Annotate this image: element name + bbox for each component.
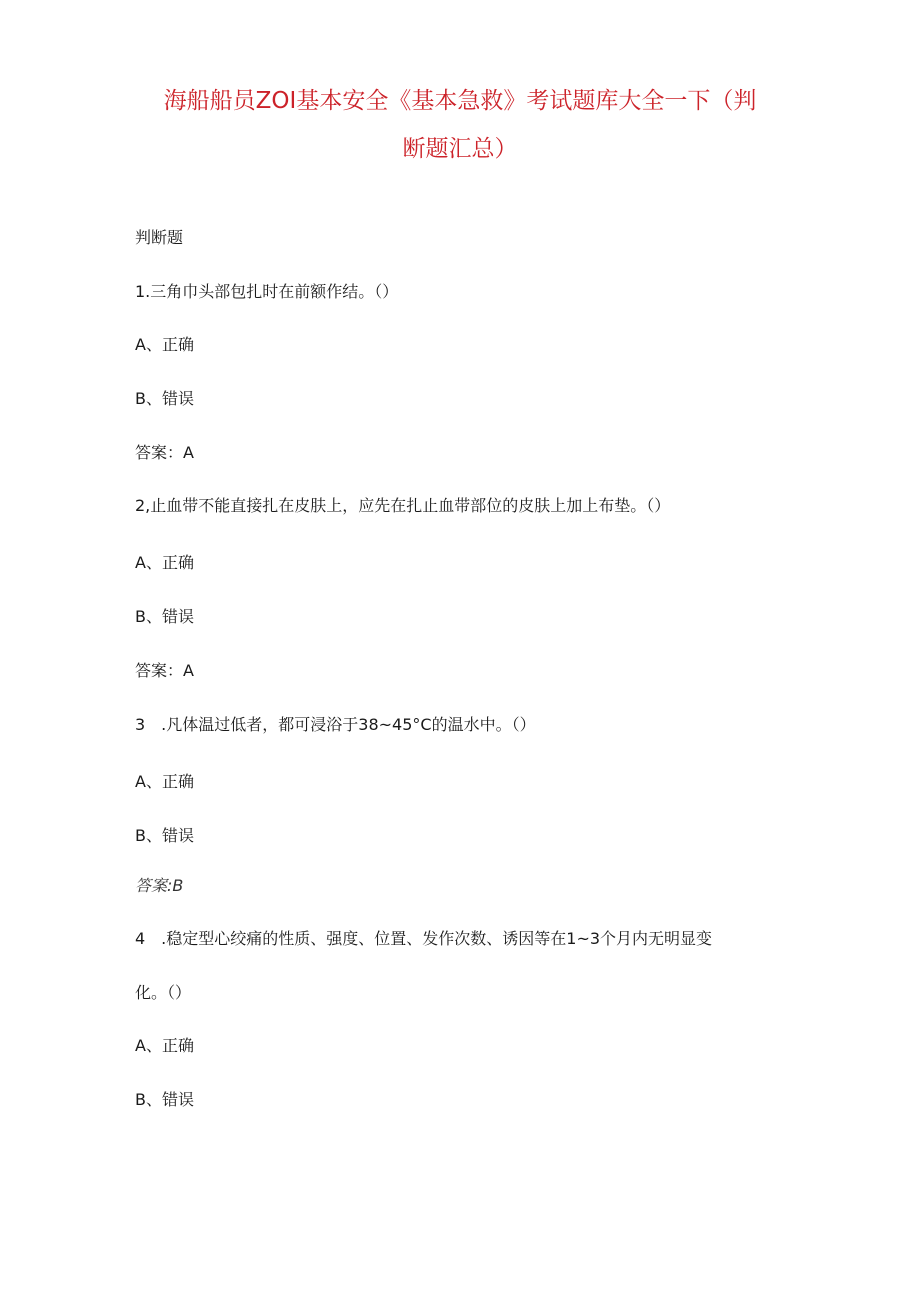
question-3-answer: 答案:B	[135, 876, 184, 895]
question-2-option-b: B、错误	[135, 607, 194, 626]
question-3-stem: 3 .凡体温过低者，都可浸浴于38~45°C的温水中。（）	[135, 715, 536, 734]
question-1-option-b: B、错误	[135, 389, 194, 408]
question-4-stem-line-1: 4 .稳定型心绞痛的性质、强度、位置、发作次数、诱因等在1~3个月内无明显变	[135, 929, 713, 948]
question-3-option-b: B、错误	[135, 826, 194, 845]
question-4-stem-line-2: 化。（）	[135, 983, 192, 1002]
question-2-answer: 答案：A	[135, 661, 194, 680]
question-1-stem: 1.三角巾头部包扎时在前额作结。（）	[135, 282, 399, 301]
question-1-answer: 答案：A	[135, 443, 194, 462]
section-heading: 判断题	[135, 228, 184, 247]
question-3-option-a: A、正确	[135, 772, 194, 791]
question-2-stem: 2,止血带不能直接扎在皮肤上，应先在扎止血带部位的皮肤上加上布垫。（）	[135, 496, 671, 515]
question-1-option-a: A、正确	[135, 335, 194, 354]
document-title-line-2: 断题汇总）	[402, 136, 518, 162]
question-4-option-a: A、正确	[135, 1036, 194, 1055]
document-title-line-1: 海船船员ZOI基本安全《基本急救》考试题库大全一下（判	[163, 88, 757, 114]
question-2-option-a: A、正确	[135, 553, 194, 572]
question-4-option-b: B、错误	[135, 1090, 194, 1109]
